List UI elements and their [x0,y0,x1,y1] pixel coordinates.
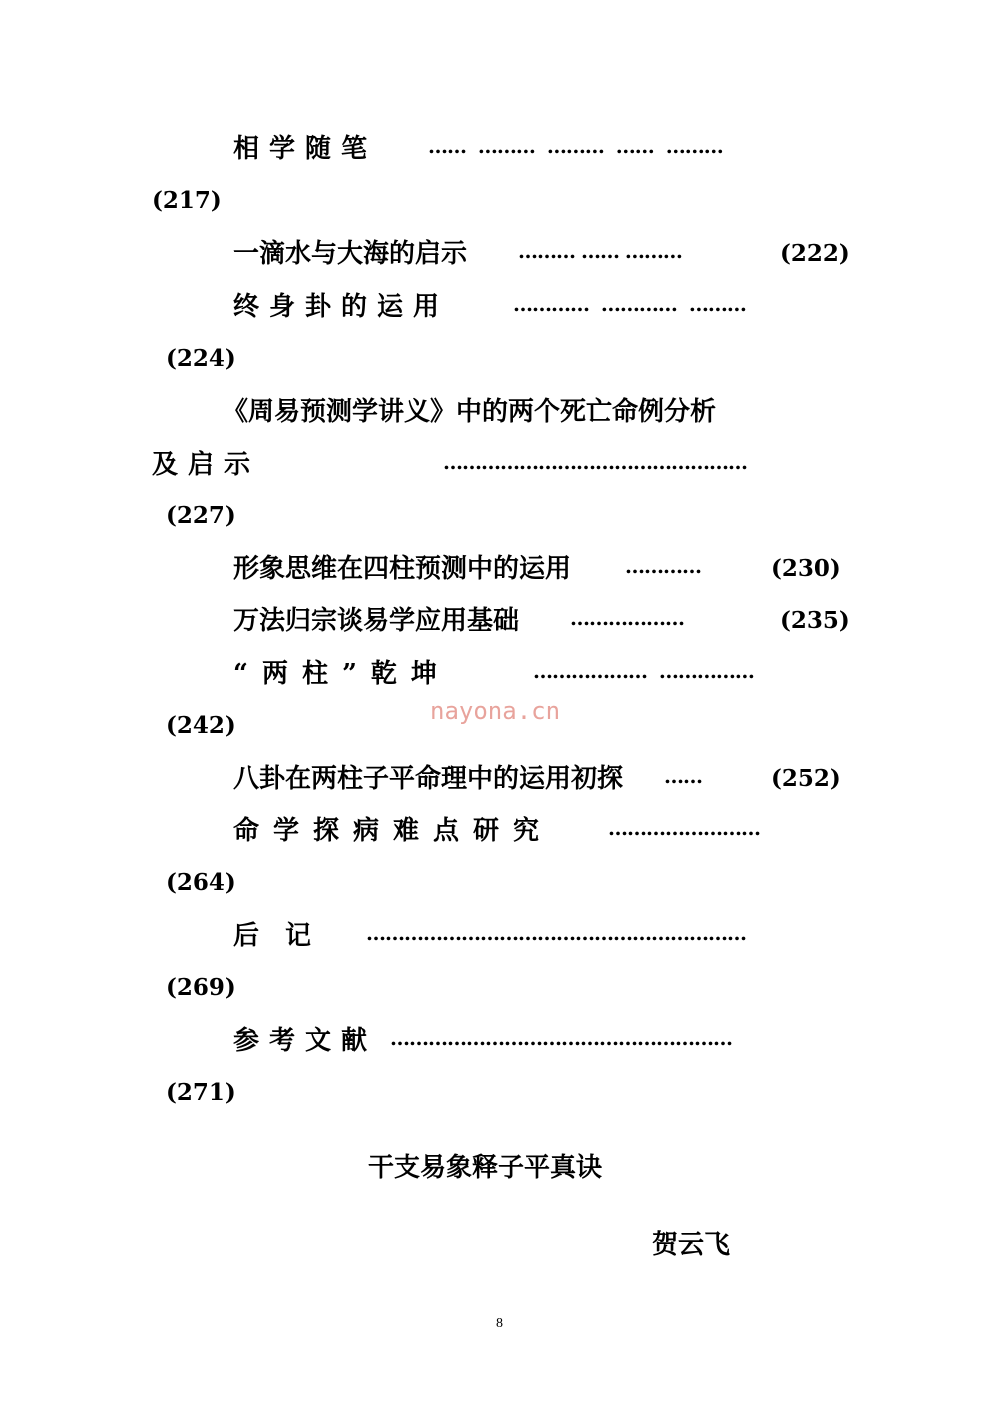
toc-page-1: (217) [152,187,222,214]
author-name: 贺云飞 [652,1230,731,1260]
toc-leaders-8: …… [664,764,702,788]
toc-page-3: (224) [166,345,236,372]
toc-leaders-7: ……………… …………… [533,659,754,683]
toc-leaders-3: ………… ………… ……… [513,292,746,316]
toc-page-4: (227) [166,502,236,529]
toc-title-7: “两柱”乾坤 [233,659,451,689]
toc-page-7: (242) [166,712,236,739]
toc-page-5: (230) [771,555,841,582]
toc-title-1: 相学随笔 [233,134,378,164]
toc-title-8: 八卦在两柱子平命理中的运用初探 [233,764,624,794]
toc-title-2: 一滴水与大海的启示 [233,239,468,269]
toc-leaders-10: …………………………………………………… [366,921,746,945]
section-title: 干支易象释子平真诀 [368,1153,603,1183]
toc-leaders-6: ……………… [570,606,684,630]
toc-title-9: 命学探病难点研究 [233,816,554,846]
toc-title-10: 后 记 [233,921,312,951]
toc-leaders-2: ……… …… ……… [518,239,682,263]
toc-title-11: 参考文献 [233,1026,378,1056]
toc-title-6: 万法归宗谈易学应用基础 [233,606,520,636]
toc-title-4-line2: 及启示 [152,450,261,480]
toc-leaders-5: ………… [625,554,701,578]
toc-title-4-line1: 《周易预测学讲义》中的两个死亡命例分析 [222,397,717,427]
toc-leaders-4: ………………………………………… [443,450,747,474]
toc-page-6: (235) [780,607,850,634]
toc-title-3: 终身卦的运用 [233,292,450,322]
toc-leaders-11: ……………………………………………… [390,1026,732,1050]
toc-page-9: (264) [166,869,236,896]
toc-page-10: (269) [166,974,236,1001]
watermark-text: nayona.cn [430,697,561,725]
toc-page-8: (252) [771,765,841,792]
toc-page-2: (222) [780,240,850,267]
toc-title-5: 形象思维在四柱预测中的运用 [233,554,572,584]
toc-leaders-1: …… ……… ……… …… ……… [428,134,723,158]
page-number: 8 [496,1316,503,1331]
toc-leaders-9: …………………… [608,816,760,840]
toc-page-11: (271) [166,1079,236,1106]
